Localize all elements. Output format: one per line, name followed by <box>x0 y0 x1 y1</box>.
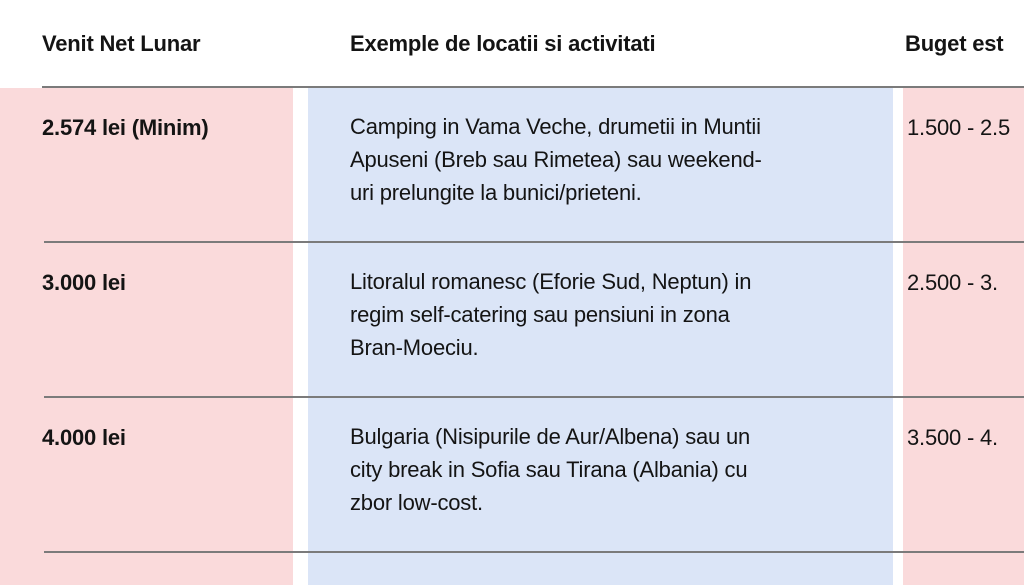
column-header-income: Venit Net Lunar <box>42 31 201 56</box>
column-header-budget: Buget est <box>905 31 1004 56</box>
budget-cell: 3.500 - 4. <box>907 425 998 450</box>
table-row <box>0 243 1024 398</box>
table-row <box>0 398 1024 553</box>
examples-line: regim self-catering sau pensiuni in zona <box>350 302 730 327</box>
budget-cell: 1.500 - 2.5 <box>907 115 1010 140</box>
examples-cell <box>350 110 910 209</box>
examples-cell <box>350 265 910 364</box>
budget-cell: 2.500 - 3. <box>907 270 998 295</box>
examples-line: uri prelungite la bunici/prieteni. <box>350 180 642 205</box>
examples-line: zbor low-cost. <box>350 490 483 515</box>
examples-line: Camping in Vama Veche, drumetii in Muntii <box>350 114 761 139</box>
examples-line: Bulgaria (Nisipurile de Aur/Albena) sau un <box>350 424 751 449</box>
examples-cell <box>350 420 910 519</box>
table-row <box>0 88 1024 243</box>
income-cell: 3.000 lei <box>42 270 126 295</box>
examples-line: Bran-Moeciu. <box>350 335 479 360</box>
examples-line: city break in Sofia sau Tirana (Albania) cu <box>350 457 748 482</box>
examples-line: Apuseni (Breb sau Rimetea) sau weekend- <box>350 147 762 172</box>
income-cell: 4.000 lei <box>42 425 126 450</box>
examples-line: Litoralul romanesc (Eforie Sud, Neptun) in <box>350 269 752 294</box>
income-cell: 2.574 lei (Minim) <box>42 115 209 140</box>
column-header-examples: Exemple de locatii si activitati <box>350 31 656 56</box>
row-separator <box>44 551 1024 553</box>
